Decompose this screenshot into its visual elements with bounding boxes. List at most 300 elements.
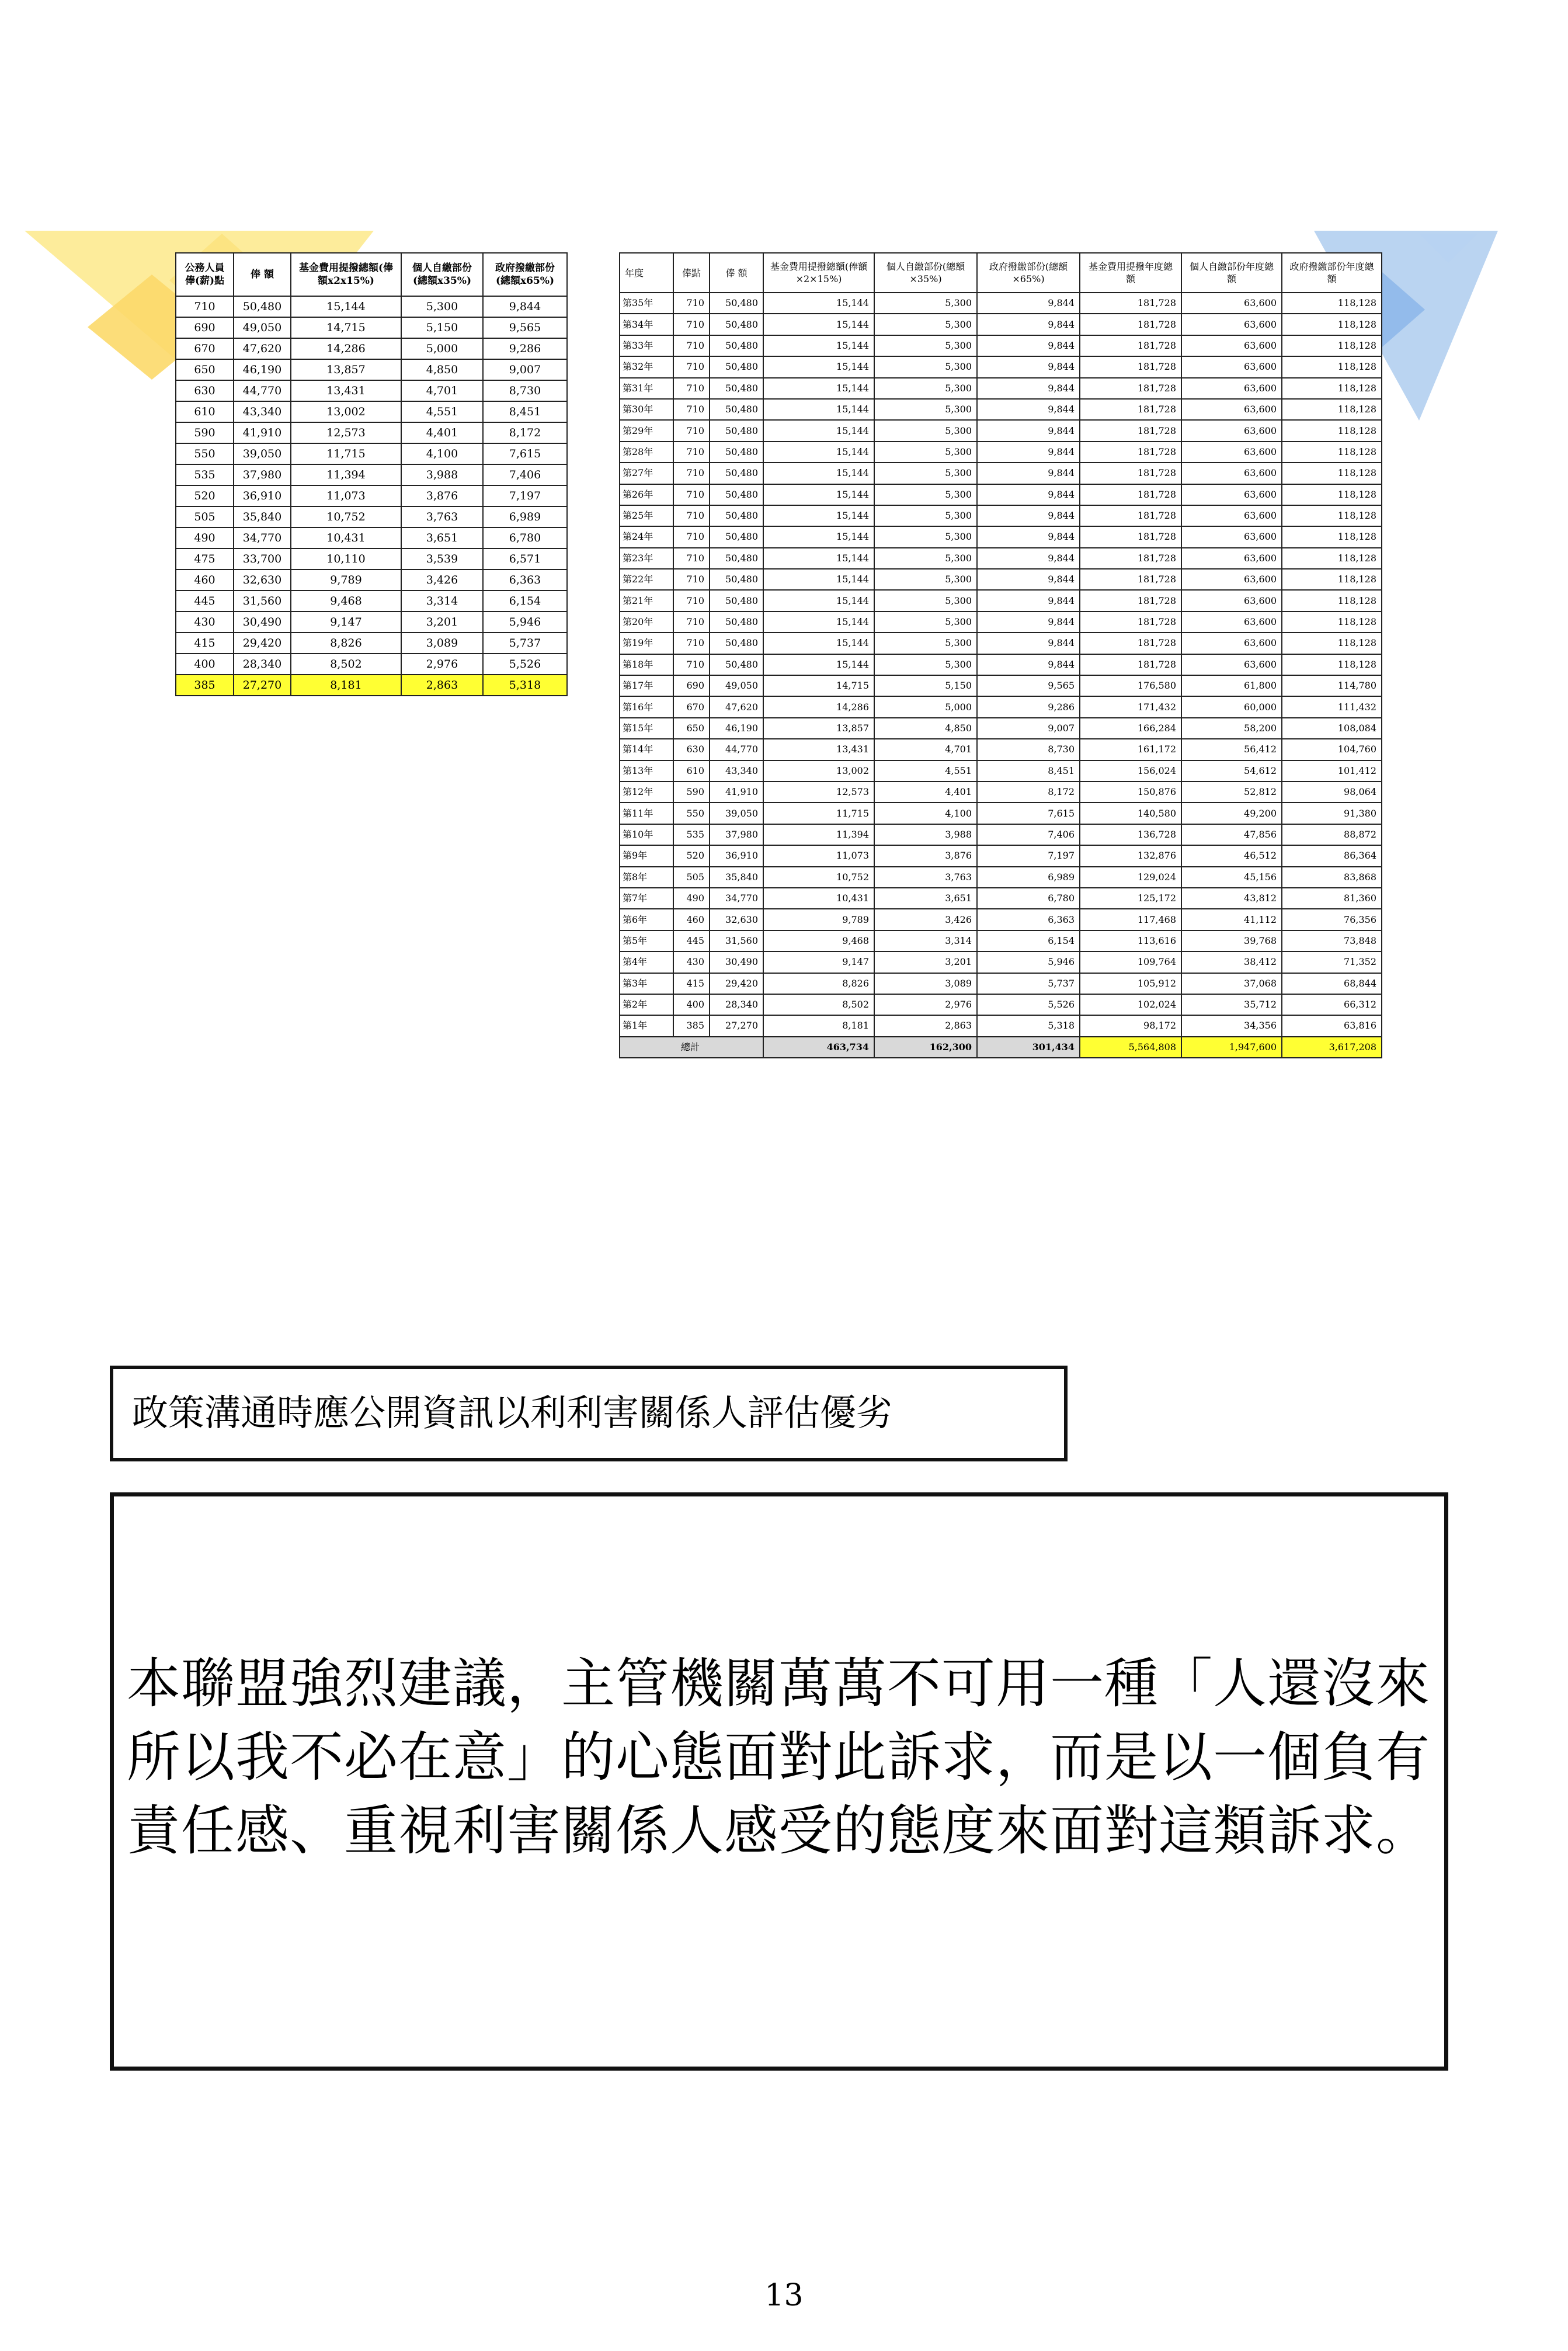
table-cell: 118,128 bbox=[1282, 484, 1382, 505]
table-cell: 29,420 bbox=[710, 973, 763, 994]
table-cell: 3,876 bbox=[401, 485, 483, 506]
table-cell: 第14年 bbox=[620, 739, 673, 760]
table-cell: 118,128 bbox=[1282, 590, 1382, 611]
table-cell: 8,730 bbox=[483, 380, 567, 401]
table-row bbox=[620, 463, 1382, 484]
table-cell: 3,201 bbox=[874, 951, 977, 973]
table-row bbox=[176, 485, 567, 506]
table-cell: 34,356 bbox=[1181, 1015, 1282, 1036]
table-cell: 50,480 bbox=[710, 590, 763, 611]
table-cell: 6,989 bbox=[977, 867, 1080, 888]
table-cell: 5,300 bbox=[874, 356, 977, 377]
table-cell: 50,480 bbox=[710, 505, 763, 526]
table-cell: 9,844 bbox=[977, 293, 1080, 314]
table-cell: 9,844 bbox=[977, 314, 1080, 335]
table-cell: 49,050 bbox=[710, 675, 763, 696]
table-cell: 3,201 bbox=[401, 612, 483, 633]
table-cell: 181,728 bbox=[1080, 314, 1181, 335]
table-cell: 35,840 bbox=[710, 867, 763, 888]
table-cell: 14,715 bbox=[763, 675, 874, 696]
table-cell: 63,600 bbox=[1181, 526, 1282, 547]
table-cell: 181,728 bbox=[1080, 654, 1181, 675]
table-cell: 117,468 bbox=[1080, 909, 1181, 930]
table-cell: 9,844 bbox=[977, 463, 1080, 484]
table-cell: 11,715 bbox=[291, 443, 401, 464]
table-cell: 3,763 bbox=[401, 506, 483, 527]
column-header: 政府撥繳部份年度總額 bbox=[1282, 253, 1382, 293]
table-cell: 118,128 bbox=[1282, 314, 1382, 335]
table-cell: 50,480 bbox=[710, 293, 763, 314]
table-cell: 9,844 bbox=[977, 335, 1080, 356]
table-row bbox=[620, 484, 1382, 505]
table-row bbox=[620, 654, 1382, 675]
table-cell: 37,980 bbox=[710, 824, 763, 845]
table-cell: 5,000 bbox=[401, 338, 483, 359]
table-row bbox=[176, 548, 567, 569]
table-cell: 2,976 bbox=[401, 654, 483, 675]
table-cell: 460 bbox=[673, 909, 710, 930]
table-cell: 35,840 bbox=[234, 506, 291, 527]
table-cell: 2,976 bbox=[874, 994, 977, 1015]
table-cell: 第15年 bbox=[620, 718, 673, 739]
table-cell: 8,181 bbox=[763, 1015, 874, 1036]
statement-text: 本聯盟強烈建議，主管機關萬萬不可用一種「人還沒來所以我不必在意」的心態面對此訴求，而是以一個負有責任感、重視利害關係人感受的態度來面對這類訴求。 bbox=[127, 1652, 1431, 1862]
table-row bbox=[620, 888, 1382, 909]
table-cell: 710 bbox=[673, 548, 710, 569]
table-cell: 5,300 bbox=[401, 296, 483, 317]
table-cell: 5,318 bbox=[977, 1015, 1080, 1036]
table-cell: 第8年 bbox=[620, 867, 673, 888]
table-row bbox=[176, 633, 567, 654]
table-cell: 101,412 bbox=[1282, 760, 1382, 782]
table-cell: 第27年 bbox=[620, 463, 673, 484]
table-cell: 第25年 bbox=[620, 505, 673, 526]
table-cell: 第26年 bbox=[620, 484, 673, 505]
table-cell: 118,128 bbox=[1282, 356, 1382, 377]
table-cell: 11,715 bbox=[763, 803, 874, 824]
table-cell: 710 bbox=[673, 314, 710, 335]
table-cell: 第4年 bbox=[620, 951, 673, 973]
table-row bbox=[620, 909, 1382, 930]
table-cell: 166,284 bbox=[1080, 718, 1181, 739]
table-cell: 690 bbox=[673, 675, 710, 696]
table-cell: 38,412 bbox=[1181, 951, 1282, 973]
table-row bbox=[620, 739, 1382, 760]
table-cell: 9,844 bbox=[977, 590, 1080, 611]
table-cell: 111,432 bbox=[1282, 696, 1382, 717]
table-cell: 9,844 bbox=[977, 505, 1080, 526]
table-row bbox=[620, 505, 1382, 526]
table-cell: 118,128 bbox=[1282, 548, 1382, 569]
table-cell: 15,144 bbox=[763, 612, 874, 633]
table-cell: 118,128 bbox=[1282, 633, 1382, 654]
total-cell: 301,434 bbox=[977, 1037, 1080, 1058]
table-cell: 710 bbox=[673, 569, 710, 590]
table-cell: 710 bbox=[673, 293, 710, 314]
table-row bbox=[620, 612, 1382, 633]
table-cell: 11,073 bbox=[291, 485, 401, 506]
table-cell: 43,340 bbox=[710, 760, 763, 782]
table-cell: 第29年 bbox=[620, 420, 673, 441]
table-cell: 63,600 bbox=[1181, 314, 1282, 335]
table-cell: 9,789 bbox=[763, 909, 874, 930]
table-cell: 460 bbox=[176, 569, 234, 591]
table-cell: 9,844 bbox=[977, 569, 1080, 590]
table-cell: 50,480 bbox=[710, 420, 763, 441]
table-cell: 88,872 bbox=[1282, 824, 1382, 845]
table-cell: 9,844 bbox=[977, 612, 1080, 633]
table-cell: 第10年 bbox=[620, 824, 673, 845]
table-cell: 4,850 bbox=[874, 718, 977, 739]
table-cell: 10,431 bbox=[763, 888, 874, 909]
table-cell: 86,364 bbox=[1282, 845, 1382, 866]
table-cell: 15,144 bbox=[763, 505, 874, 526]
table-cell: 46,190 bbox=[234, 359, 291, 380]
table-cell: 118,128 bbox=[1282, 335, 1382, 356]
table-cell: 505 bbox=[673, 867, 710, 888]
table-cell: 7,406 bbox=[977, 824, 1080, 845]
table-cell: 47,620 bbox=[234, 338, 291, 359]
table-cell: 50,480 bbox=[710, 378, 763, 399]
table-cell: 13,857 bbox=[763, 718, 874, 739]
table-cell: 181,728 bbox=[1080, 293, 1181, 314]
total-cell: 5,564,808 bbox=[1080, 1037, 1181, 1058]
table-cell: 63,816 bbox=[1282, 1015, 1382, 1036]
table-row bbox=[620, 718, 1382, 739]
table-row bbox=[620, 994, 1382, 1015]
table-cell: 161,172 bbox=[1080, 739, 1181, 760]
table-cell: 9,007 bbox=[977, 718, 1080, 739]
table-cell: 9,844 bbox=[977, 378, 1080, 399]
table-cell: 7,615 bbox=[483, 443, 567, 464]
table-cell: 4,100 bbox=[874, 803, 977, 824]
table-cell: 105,912 bbox=[1080, 973, 1181, 994]
column-header: 政府撥繳部份(總額×65%) bbox=[977, 253, 1080, 293]
table-cell: 5,000 bbox=[874, 696, 977, 717]
table-cell: 5,946 bbox=[977, 951, 1080, 973]
column-header: 俸 額 bbox=[710, 253, 763, 293]
table-cell: 400 bbox=[176, 654, 234, 675]
salary-grade-table bbox=[175, 252, 568, 696]
table-cell: 3,426 bbox=[401, 569, 483, 591]
table-cell: 181,728 bbox=[1080, 548, 1181, 569]
table-cell: 9,286 bbox=[483, 338, 567, 359]
table-cell: 6,154 bbox=[483, 591, 567, 612]
table-cell: 10,752 bbox=[291, 506, 401, 527]
table-cell: 第33年 bbox=[620, 335, 673, 356]
table-cell: 710 bbox=[673, 420, 710, 441]
table-cell: 63,600 bbox=[1181, 590, 1282, 611]
table-cell: 30,490 bbox=[710, 951, 763, 973]
table-cell: 710 bbox=[176, 296, 234, 317]
total-row bbox=[620, 1037, 1382, 1058]
table-cell: 第13年 bbox=[620, 760, 673, 782]
table-cell: 第19年 bbox=[620, 633, 673, 654]
table-cell: 15,144 bbox=[763, 590, 874, 611]
table-cell: 36,910 bbox=[234, 485, 291, 506]
table-cell: 150,876 bbox=[1080, 782, 1181, 803]
table-cell: 28,340 bbox=[710, 994, 763, 1015]
table-cell: 15,144 bbox=[291, 296, 401, 317]
table-cell: 10,110 bbox=[291, 548, 401, 569]
table-cell: 5,300 bbox=[874, 420, 977, 441]
column-header: 政府撥繳部份(總額x65%) bbox=[483, 253, 567, 296]
table-row bbox=[176, 296, 567, 317]
table-row bbox=[620, 951, 1382, 973]
table-cell: 132,876 bbox=[1080, 845, 1181, 866]
table-cell: 9,007 bbox=[483, 359, 567, 380]
table-cell: 8,451 bbox=[977, 760, 1080, 782]
table-row bbox=[176, 338, 567, 359]
table-row bbox=[620, 930, 1382, 951]
table-cell: 50,480 bbox=[710, 335, 763, 356]
table-cell: 630 bbox=[176, 380, 234, 401]
table-cell: 181,728 bbox=[1080, 484, 1181, 505]
table-cell: 5,300 bbox=[874, 293, 977, 314]
table-cell: 33,700 bbox=[234, 548, 291, 569]
table-cell: 3,426 bbox=[874, 909, 977, 930]
table-cell: 50,480 bbox=[710, 633, 763, 654]
table-row bbox=[620, 803, 1382, 824]
table-cell: 118,128 bbox=[1282, 505, 1382, 526]
table-cell: 15,144 bbox=[763, 526, 874, 547]
table-cell: 11,394 bbox=[763, 824, 874, 845]
column-header: 個人自繳部份(總額×35%) bbox=[874, 253, 977, 293]
table-cell: 15,144 bbox=[763, 463, 874, 484]
table-cell: 8,181 bbox=[291, 675, 401, 696]
table-cell: 415 bbox=[673, 973, 710, 994]
table-cell: 13,431 bbox=[763, 739, 874, 760]
table-cell: 30,490 bbox=[234, 612, 291, 633]
table-cell: 50,480 bbox=[710, 612, 763, 633]
table-cell: 6,363 bbox=[483, 569, 567, 591]
table-cell: 第24年 bbox=[620, 526, 673, 547]
table-cell: 445 bbox=[176, 591, 234, 612]
table-row bbox=[620, 356, 1382, 377]
table-cell: 50,480 bbox=[710, 484, 763, 505]
table-cell: 14,715 bbox=[291, 317, 401, 338]
table-cell: 12,573 bbox=[291, 422, 401, 443]
table-cell: 156,024 bbox=[1080, 760, 1181, 782]
table-cell: 3,763 bbox=[874, 867, 977, 888]
table-cell: 181,728 bbox=[1080, 356, 1181, 377]
table-row bbox=[176, 654, 567, 675]
table-cell: 3,539 bbox=[401, 548, 483, 569]
table-cell: 181,728 bbox=[1080, 399, 1181, 420]
table-cell: 15,144 bbox=[763, 356, 874, 377]
table-cell: 3,089 bbox=[401, 633, 483, 654]
table-cell: 181,728 bbox=[1080, 569, 1181, 590]
table-cell: 3,314 bbox=[401, 591, 483, 612]
table-cell: 13,002 bbox=[763, 760, 874, 782]
table-cell: 46,512 bbox=[1181, 845, 1282, 866]
table-cell: 61,800 bbox=[1181, 675, 1282, 696]
column-header: 基金費用提撥年度總額 bbox=[1080, 253, 1181, 293]
table-cell: 58,200 bbox=[1181, 718, 1282, 739]
table-cell: 50,480 bbox=[710, 314, 763, 335]
table-cell: 71,352 bbox=[1282, 951, 1382, 973]
table-cell: 10,431 bbox=[291, 527, 401, 548]
table-cell: 5,300 bbox=[874, 590, 977, 611]
table-row bbox=[176, 380, 567, 401]
salary-grade-table-body bbox=[176, 296, 567, 696]
table-cell: 710 bbox=[673, 484, 710, 505]
table-cell: 第1年 bbox=[620, 1015, 673, 1036]
table-row bbox=[620, 845, 1382, 866]
table-cell: 5,300 bbox=[874, 442, 977, 463]
table-cell: 5,318 bbox=[483, 675, 567, 696]
table-cell: 710 bbox=[673, 335, 710, 356]
table-cell: 第28年 bbox=[620, 442, 673, 463]
table-cell: 181,728 bbox=[1080, 526, 1181, 547]
table-header-row bbox=[620, 253, 1382, 293]
column-header: 個人自繳部份(總額x35%) bbox=[401, 253, 483, 296]
table-cell: 181,728 bbox=[1080, 505, 1181, 526]
table-cell: 385 bbox=[673, 1015, 710, 1036]
table-cell: 181,728 bbox=[1080, 378, 1181, 399]
table-cell: 56,412 bbox=[1181, 739, 1282, 760]
page-number: 13 bbox=[764, 2278, 804, 2313]
table-row bbox=[620, 633, 1382, 654]
table-cell: 63,600 bbox=[1181, 399, 1282, 420]
table-cell: 2,863 bbox=[874, 1015, 977, 1036]
table-cell: 41,112 bbox=[1181, 909, 1282, 930]
table-cell: 3,314 bbox=[874, 930, 977, 951]
table-cell: 8,172 bbox=[483, 422, 567, 443]
table-row bbox=[620, 314, 1382, 335]
table-cell: 710 bbox=[673, 590, 710, 611]
column-header: 個人自繳部份年度總額 bbox=[1181, 253, 1282, 293]
table-cell: 13,002 bbox=[291, 401, 401, 422]
section-heading: 政策溝通時應公開資訊以利利害關係人評估優劣 bbox=[110, 1366, 1068, 1461]
table-cell: 37,980 bbox=[234, 464, 291, 485]
table-cell: 9,844 bbox=[977, 420, 1080, 441]
table-cell: 5,300 bbox=[874, 484, 977, 505]
table-cell: 63,600 bbox=[1181, 356, 1282, 377]
table-cell: 6,989 bbox=[483, 506, 567, 527]
table-cell: 27,270 bbox=[234, 675, 291, 696]
table-row bbox=[620, 378, 1382, 399]
table-cell: 8,826 bbox=[763, 973, 874, 994]
table-cell: 4,401 bbox=[401, 422, 483, 443]
table-cell: 8,502 bbox=[291, 654, 401, 675]
table-cell: 176,580 bbox=[1080, 675, 1181, 696]
table-cell: 710 bbox=[673, 526, 710, 547]
table-row bbox=[620, 1015, 1382, 1036]
table-cell: 5,300 bbox=[874, 335, 977, 356]
table-cell: 6,154 bbox=[977, 930, 1080, 951]
table-cell: 8,730 bbox=[977, 739, 1080, 760]
table-cell: 50,480 bbox=[710, 654, 763, 675]
table-cell: 44,770 bbox=[710, 739, 763, 760]
table-cell: 710 bbox=[673, 356, 710, 377]
table-cell: 5,300 bbox=[874, 569, 977, 590]
table-cell: 39,050 bbox=[710, 803, 763, 824]
table-cell: 63,600 bbox=[1181, 335, 1282, 356]
table-cell: 385 bbox=[176, 675, 234, 696]
table-cell: 34,770 bbox=[710, 888, 763, 909]
table-cell: 32,630 bbox=[234, 569, 291, 591]
table-cell: 535 bbox=[673, 824, 710, 845]
yearly-contribution-table bbox=[619, 252, 1382, 1058]
table-cell: 47,620 bbox=[710, 696, 763, 717]
table-cell: 15,144 bbox=[763, 420, 874, 441]
table-cell: 9,844 bbox=[977, 526, 1080, 547]
table-cell: 710 bbox=[673, 633, 710, 654]
table-cell: 430 bbox=[673, 951, 710, 973]
table-cell: 第22年 bbox=[620, 569, 673, 590]
table-row bbox=[176, 464, 567, 485]
table-cell: 54,612 bbox=[1181, 760, 1282, 782]
table-cell: 63,600 bbox=[1181, 293, 1282, 314]
table-cell: 114,780 bbox=[1282, 675, 1382, 696]
table-cell: 118,128 bbox=[1282, 420, 1382, 441]
table-cell: 9,789 bbox=[291, 569, 401, 591]
table-cell: 5,526 bbox=[977, 994, 1080, 1015]
table-row bbox=[620, 590, 1382, 611]
table-cell: 590 bbox=[176, 422, 234, 443]
table-cell: 590 bbox=[673, 782, 710, 803]
table-cell: 91,380 bbox=[1282, 803, 1382, 824]
table-row bbox=[620, 760, 1382, 782]
table-cell: 81,360 bbox=[1282, 888, 1382, 909]
table-cell: 670 bbox=[673, 696, 710, 717]
table-cell: 109,764 bbox=[1080, 951, 1181, 973]
table-cell: 9,565 bbox=[483, 317, 567, 338]
table-cell: 49,200 bbox=[1181, 803, 1282, 824]
table-cell: 98,172 bbox=[1080, 1015, 1181, 1036]
table-cell: 14,286 bbox=[291, 338, 401, 359]
table-cell: 4,850 bbox=[401, 359, 483, 380]
table-cell: 5,300 bbox=[874, 526, 977, 547]
table-cell: 第30年 bbox=[620, 399, 673, 420]
table-cell: 11,073 bbox=[763, 845, 874, 866]
table-row bbox=[176, 506, 567, 527]
table-cell: 5,737 bbox=[977, 973, 1080, 994]
table-cell: 第16年 bbox=[620, 696, 673, 717]
table-cell: 39,050 bbox=[234, 443, 291, 464]
table-cell: 5,300 bbox=[874, 399, 977, 420]
table-cell: 710 bbox=[673, 505, 710, 526]
table-cell: 第9年 bbox=[620, 845, 673, 866]
table-cell: 37,068 bbox=[1181, 973, 1282, 994]
table-cell: 第11年 bbox=[620, 803, 673, 824]
table-cell: 15,144 bbox=[763, 399, 874, 420]
table-cell: 5,300 bbox=[874, 654, 977, 675]
table-row bbox=[620, 399, 1382, 420]
table-row bbox=[620, 420, 1382, 441]
table-cell: 9,468 bbox=[763, 930, 874, 951]
table-cell: 181,728 bbox=[1080, 612, 1181, 633]
table-cell: 50,480 bbox=[710, 442, 763, 463]
total-cell: 3,617,208 bbox=[1282, 1037, 1382, 1058]
table-cell: 7,197 bbox=[977, 845, 1080, 866]
table-cell: 36,910 bbox=[710, 845, 763, 866]
table-cell: 475 bbox=[176, 548, 234, 569]
table-cell: 490 bbox=[673, 888, 710, 909]
table-cell: 6,363 bbox=[977, 909, 1080, 930]
table-cell: 第18年 bbox=[620, 654, 673, 675]
table-cell: 5,300 bbox=[874, 463, 977, 484]
table-cell: 9,565 bbox=[977, 675, 1080, 696]
table-cell: 63,600 bbox=[1181, 505, 1282, 526]
table-cell: 8,502 bbox=[763, 994, 874, 1015]
table-cell: 98,064 bbox=[1282, 782, 1382, 803]
table-cell: 113,616 bbox=[1080, 930, 1181, 951]
table-cell: 5,300 bbox=[874, 378, 977, 399]
table-cell: 12,573 bbox=[763, 782, 874, 803]
table-cell: 63,600 bbox=[1181, 378, 1282, 399]
